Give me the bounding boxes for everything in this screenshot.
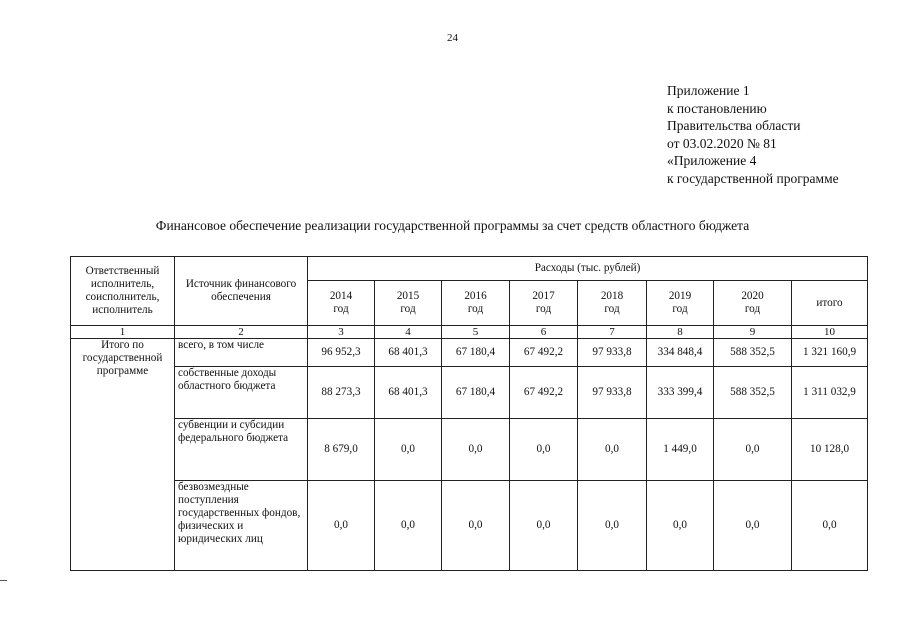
value-cell: 67 492,2 <box>510 339 578 367</box>
column-number: 4 <box>375 326 442 339</box>
column-number: 10 <box>792 326 868 339</box>
source-cell: всего, в том числе <box>175 339 308 367</box>
column-number-row <box>71 326 868 339</box>
value-cell: 0,0 <box>442 481 510 571</box>
column-number: 9 <box>714 326 792 339</box>
value-cell: 67 492,2 <box>510 367 578 419</box>
header-source: Источник финансового обеспечения <box>175 257 308 326</box>
table-row <box>71 367 868 419</box>
header-year-2015: 2015 год <box>375 281 442 326</box>
value-cell: 333 399,4 <box>647 367 714 419</box>
value-cell: 588 352,5 <box>714 339 792 367</box>
header-year-2017: 2017 год <box>510 281 578 326</box>
value-cell: 0,0 <box>308 481 375 571</box>
column-number: 7 <box>578 326 647 339</box>
column-number: 3 <box>308 326 375 339</box>
value-cell: 68 401,3 <box>375 339 442 367</box>
table-row <box>71 481 868 571</box>
header-year-2014: 2014 год <box>308 281 375 326</box>
value-cell: 96 952,3 <box>308 339 375 367</box>
value-cell: 334 848,4 <box>647 339 714 367</box>
header-year-2019: 2019 год <box>647 281 714 326</box>
value-cell: 68 401,3 <box>375 367 442 419</box>
value-cell: 0,0 <box>442 419 510 481</box>
value-cell: 0,0 <box>510 419 578 481</box>
value-cell: 0,0 <box>375 481 442 571</box>
value-cell: 0,0 <box>578 481 647 571</box>
appendix-note <box>667 82 839 187</box>
value-cell: 1 311 032,9 <box>792 367 868 419</box>
column-number: 5 <box>442 326 510 339</box>
appendix-line: «Приложение 4 <box>667 153 757 168</box>
value-cell: 0,0 <box>792 481 868 571</box>
appendix-line: от 03.02.2020 № 81 <box>667 135 777 151</box>
appendix-line: Правительства области <box>667 118 801 133</box>
scan-artifact-line <box>0 580 7 581</box>
value-cell: 0,0 <box>578 419 647 481</box>
column-number: 1 <box>71 326 175 339</box>
header-year-2020: 2020 год <box>714 281 792 326</box>
value-cell: 0,0 <box>714 419 792 481</box>
source-cell: безвозмездные поступления государственных фондов, физических и юридических лиц <box>175 481 308 571</box>
value-cell: 1 449,0 <box>647 419 714 481</box>
value-cell: 97 933,8 <box>578 339 647 367</box>
responsible-cell: Итого по государственной программе <box>71 339 175 571</box>
value-cell: 0,0 <box>375 419 442 481</box>
value-cell: 67 180,4 <box>442 339 510 367</box>
value-cell: 0,0 <box>714 481 792 571</box>
header-total: итого <box>792 281 868 326</box>
value-cell: 97 933,8 <box>578 367 647 419</box>
source-cell: собственные доходы областного бюджета <box>175 367 308 419</box>
document-title: Финансовое обеспечение реализации государственной программы за счет средств областного бюджета <box>155 218 750 233</box>
header-year-2018: 2018 год <box>578 281 647 326</box>
financing-table <box>70 256 868 571</box>
source-cell: субвенции и субсидии федерального бюджета <box>175 419 308 481</box>
column-number: 6 <box>510 326 578 339</box>
column-number: 8 <box>647 326 714 339</box>
table-row <box>71 419 868 481</box>
page-number: 24 <box>447 32 458 44</box>
value-cell: 88 273,3 <box>308 367 375 419</box>
column-number: 2 <box>175 326 308 339</box>
header-expenses: Расходы (тыс. рублей) <box>308 257 868 281</box>
value-cell: 10 128,0 <box>792 419 868 481</box>
value-cell: 0,0 <box>510 481 578 571</box>
table-row <box>71 339 868 367</box>
value-cell: 1 321 160,9 <box>792 339 868 367</box>
value-cell: 8 679,0 <box>308 419 375 481</box>
value-cell: 67 180,4 <box>442 367 510 419</box>
appendix-line: к государственной программе <box>667 170 839 186</box>
appendix-line: к постановлению <box>667 100 767 116</box>
header-responsible: Ответственный исполнитель, соисполнитель, исполнитель <box>71 257 175 326</box>
value-cell: 588 352,5 <box>714 367 792 419</box>
appendix-line: Приложение 1 <box>667 83 750 98</box>
header-year-2016: 2016 год <box>442 281 510 326</box>
value-cell: 0,0 <box>647 481 714 571</box>
